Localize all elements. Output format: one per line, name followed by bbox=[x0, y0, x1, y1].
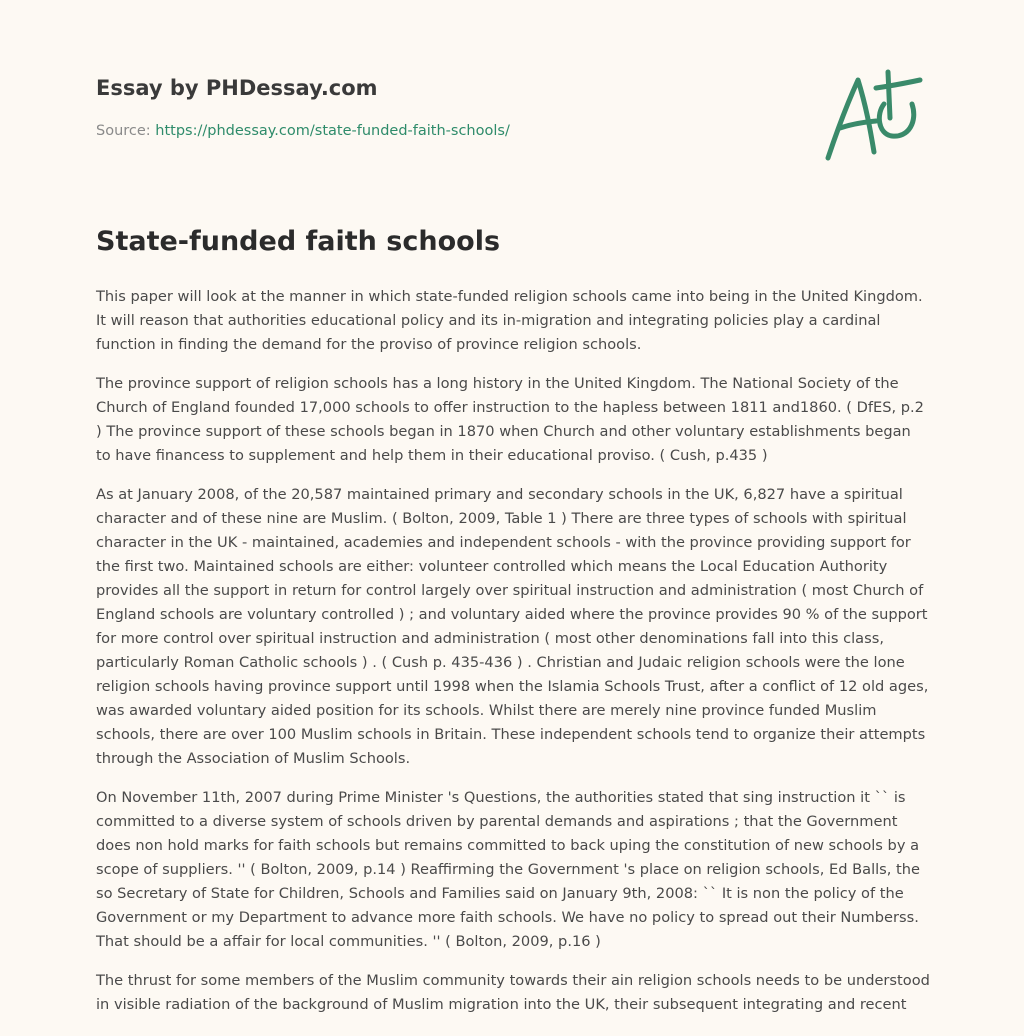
source-label: Source: bbox=[96, 123, 151, 139]
essay-page bbox=[96, 0, 930, 1013]
essay-paragraph: On November 11th, 2007 during Prime Minister 's Questions, the authorities stated that sing instruction it `` is committed to a diverse system of schools driven by parental demands and aspirations ; that the Government does non hold marks for faith schools but remains committed to back uping the constitution of new schools by a scope of suppliers. '' ( Bolton, 2009, p.14 ) Reaffirming the Government 's place on religion schools, Ed Balls, the so Secretary of State for Children, Schools and Families said on January 9th, 2008: `` It is non the policy of the Government or my Department to advance more faith schools. We have no policy to spread out their Numberss. That should be a affair for local communities. '' ( Bolton, 2009, p.16 ) bbox=[96, 789, 921, 950]
essay-paragraph: This paper will look at the manner in which state-funded religion schools came into being in the United Kingdom. It will reason that authorities educational policy and its in-migration and integrating policies play a cardinal function in finding the demand for the proviso of province religion schools. bbox=[96, 288, 923, 353]
source-line bbox=[96, 123, 510, 139]
page-header bbox=[96, 0, 930, 257]
essay-title: State-funded faith schools bbox=[96, 226, 501, 257]
essay-paragraph: As at January 2008, of the 20,587 maintained primary and secondary schools in the UK, 6,827 have a spiritual character and of these nine are Muslim. ( Bolton, 2009, Table 1 ) There are three types of schools with spiritual character in the UK - maintained, academies and independent schools - with the province providing support for the first two. Maintained schools are either: volunteer controlled which means the Local Education Authority provides all the support in return for control largely over spiritual instruction and administration ( most Church of England schools are voluntary controlled ) ; and voluntary aided where the province provides 90 % of the support for more control over spiritual instruction and administration ( most other denominations fall into this class, particularly Roman Catholic schools ) . ( Cush p. 435-436 ) . Christian and Judaic religion schools were the lone religion schools having province support until 1998 when the Islamia Schools Trust, after a conflict of 12 old ages, was awarded voluntary aided position for its schools. Whilst there are merely nine province funded Muslim schools, there are over 100 Muslim schools in Britain. These independent schools tend to organize their attempts through the Association of Muslim Schools. bbox=[96, 486, 929, 767]
a-plus-logo-icon bbox=[824, 66, 928, 166]
essay-paragraph: The province support of religion schools has a long history in the United Kingdom. The National Society of the Church of England founded 17,000 schools to offer instruction to the hapless between 1811 and1860. ( DfES, p.2 ) The province support of these schools began in 1870 when Church and other voluntary establishments began to have financess to supplement and help them in their educational proviso. ( Cush, p.435 ) bbox=[96, 375, 924, 464]
essay-paragraph: The thrust for some members of the Muslim community towards their ain religion schools needs to be understood in visible radiation of the background of Muslim migration into the UK, their subsequent integrating and recent bbox=[96, 972, 930, 1013]
essay-body bbox=[96, 285, 930, 1032]
site-title: Essay by PHDessay.com bbox=[96, 76, 378, 100]
source-link[interactable]: https://phdessay.com/state-funded-faith-schools/ bbox=[155, 123, 510, 139]
